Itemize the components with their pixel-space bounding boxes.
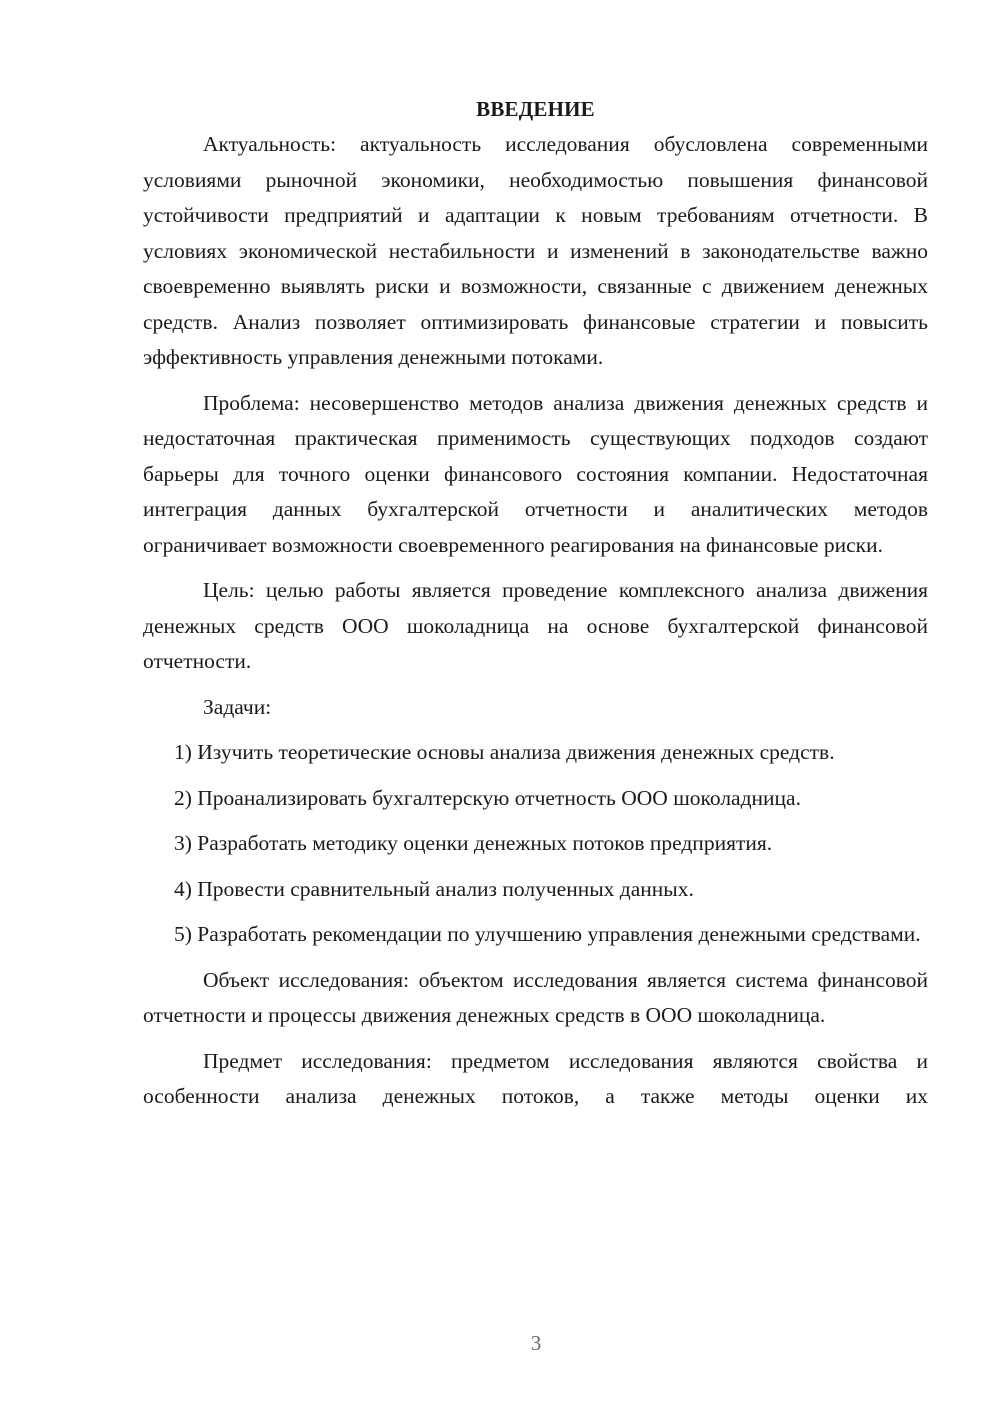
task-item-2: 2) Проанализировать бухгалтерскую отчетность ООО шоколадница. [174, 785, 801, 810]
task-item-3: 3) Разработать методику оценки денежных потоков предприятия. [174, 831, 773, 855]
paragraph-subject: Предмет исследования: предметом исследования являются свойства и особенности анализа денежных потоков, а также методы оценки их [143, 1048, 928, 1108]
task-item-4: 4) Провести сравнительный анализ полученных данных. [174, 876, 694, 901]
paragraph-object: Объект исследования: объектом исследования является система финансовой отчетности и процессы движения денежных средств в ООО шоколадница. [143, 967, 928, 1027]
task-item-5: 5) Разработать рекомендации по улучшению управления денежными средствами. [174, 922, 921, 946]
page-title: ВВЕДЕНИЕ [476, 97, 595, 121]
tasks-heading: Задачи: [203, 694, 272, 719]
page-content [143, 92, 928, 1115]
task-item-1: 1) Изучить теоретические основы анализа движения денежных средств. [174, 740, 835, 764]
paragraph-problem: Проблема: несовершенство методов анализа движения денежных средств и недостаточная практическая применимость существующих подходов создают барьеры для точного оценки финансового состояния компании. Недостаточная интеграция данных бухгалтерской отчетности и аналитических методов ограничивает возможности своевременного реагирования на финансовые риски. [143, 390, 928, 557]
paragraph-goal: Цель: целью работы является проведение комплексного анализа движения денежных средств ООО шоколадница на основе бухгалтерской финансовой отчетности. [143, 578, 928, 673]
paragraph-relevance: Актуальность: актуальность исследования обусловлена современными условиями рыночной экономики, необходимостью повышения финансовой устойчивости предприятий и адаптации к новым требованиям отчетности. В условиях экономической нестабильности и изменений в законодательстве важно своевременно выявлять риски и возможности, связанные с движением денежных средств. Анализ позволяет оптимизировать финансовые стратегии и повысить эффективность управления денежными потоками. [143, 132, 928, 369]
page-number: 3 [530, 1331, 542, 1355]
